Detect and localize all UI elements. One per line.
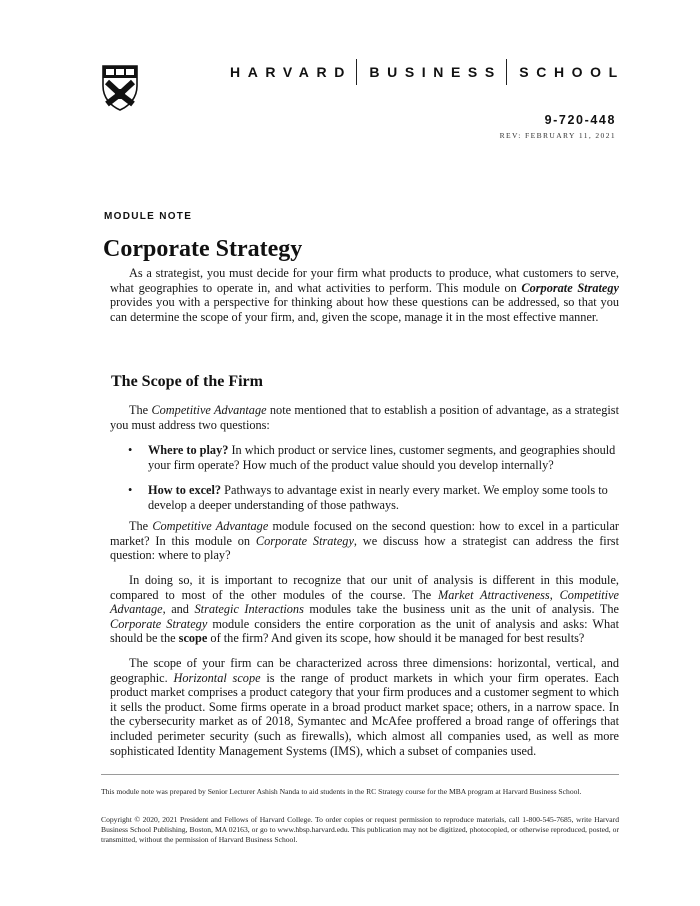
text-run: Corporate Strategy [521,280,619,295]
masthead-divider [356,59,358,85]
hbs-shield-logo-icon [101,64,139,112]
bullet-icon: • [128,443,133,457]
masthead-business: BUSINESS [369,64,502,80]
body-paragraph [110,403,619,432]
text-run: scope [178,631,208,646]
text-run: As a strategist, you must decide for your firm what products to produce, what customers to serve, what geographies to operate in, and what activities to perform. This module on [110,266,619,295]
text-run: In doing so, it is important to recognize that our unit of analysis is different in this module, compared to most of the other modules of the course. The [110,573,619,602]
masthead [230,60,625,84]
text-run: Competitive Advantage [151,403,267,417]
text-run: modules take the business unit as the unit of analysis. The [303,602,619,617]
text-run: module focused on the second question: how to excel in a particular market? In this module on [110,519,619,548]
text-run: Competitive Advantage [152,519,269,533]
text-run: provides you with a perspective for thinking about how these questions can be addressed, so that you can determine the scope of your firm, and, given the scope, manage it in the most effective manner. [110,295,619,324]
text-run: Strategic Interactions [194,602,304,617]
text-run: note mentioned that to establish a position of advantage, as a strategist you must address two questions: [110,403,619,432]
text-run: , we discuss how a strategist can address the first question: where to play? [110,533,620,563]
text-run: The [129,403,152,417]
masthead-harvard: HARVARD [230,64,352,80]
bullet-lead: Where to play? [148,443,229,457]
bullet-text: In which product or service lines, customer segments, and geographies should your firm operate? How much of the product value should you develop internally? [148,443,616,472]
text-run: Horizontal scope [173,670,261,685]
footnote-divider [101,774,619,775]
text-run: Corporate Strategy [255,533,354,548]
list-item [110,443,619,472]
section-heading: The Scope of the Firm [111,373,263,390]
text-run: The scope of your firm can be characterized across three dimensions: horizontal, vertical, and geographic. [110,656,619,685]
body-paragraph [110,573,619,646]
question-list [110,443,619,523]
revision-date: REV: FEBRUARY 11, 2021 [499,131,616,140]
text-run: is the range of product markets in which your firm operates. Each product market comprises a product category that your firm produces and a customer segment to which it sells the product. Some firms operate in a broad product market space; others, in a narrow space. In the cybersecurity market as of 2018, Symantec and McAfee proffered a broad range of offerings that included perimeter security (such as firewalls), which almost all companies used, as well as more sophisticated Identity Management Systems (IMS), which a subset of companies used. [110,670,619,758]
footnote-author: This module note was prepared by Senior Lecturer Ashish Nanda to aid students in the RC Strategy course for the MBA program at Harvard Business School. [101,787,582,796]
text-run: Market Attractiveness [438,587,550,602]
body-paragraph [110,519,619,563]
bullet-lead: How to excel? [148,483,222,498]
body-paragraph [110,656,619,758]
text-run: , and [162,602,195,617]
text-run: Corporate Strategy [110,616,208,631]
bullet-icon: • [128,483,133,498]
list-item [110,483,619,512]
text-run: of the firm? And given its scope, how should it be managed for best results? [207,631,585,646]
text-run: Competitive Advantage [110,587,620,617]
intro-paragraph [110,266,619,324]
bullet-text: Pathways to advantage exist in nearly every market. We employ some tools to develop a deeper understanding of those pathways. [148,483,608,512]
page-title: Corporate Strategy [103,236,303,262]
masthead-divider [506,59,508,85]
text-run: The [129,519,153,533]
document-type-label: MODULE NOTE [104,211,193,222]
masthead-school: SCHOOL [519,64,625,80]
document-number: 9-720-448 [544,113,616,127]
footnote-copyright: Copyright © 2020, 2021 President and Fellows of Harvard College. To order copies or request permission to reproduce materials, call 1-800-545-7685, write Harvard Business School Publishing, Boston, MA 02163, or go to www.hbsp.harvard.edu. This publication may not be digitized, photocopied, or otherwise reproduced, posted, or transmitted, without the permission of Harvard Business School. [101,815,619,845]
text-run: , [549,587,560,602]
text-run: module considers the entire corporation as the unit of analysis and asks: What should be the [110,616,619,646]
